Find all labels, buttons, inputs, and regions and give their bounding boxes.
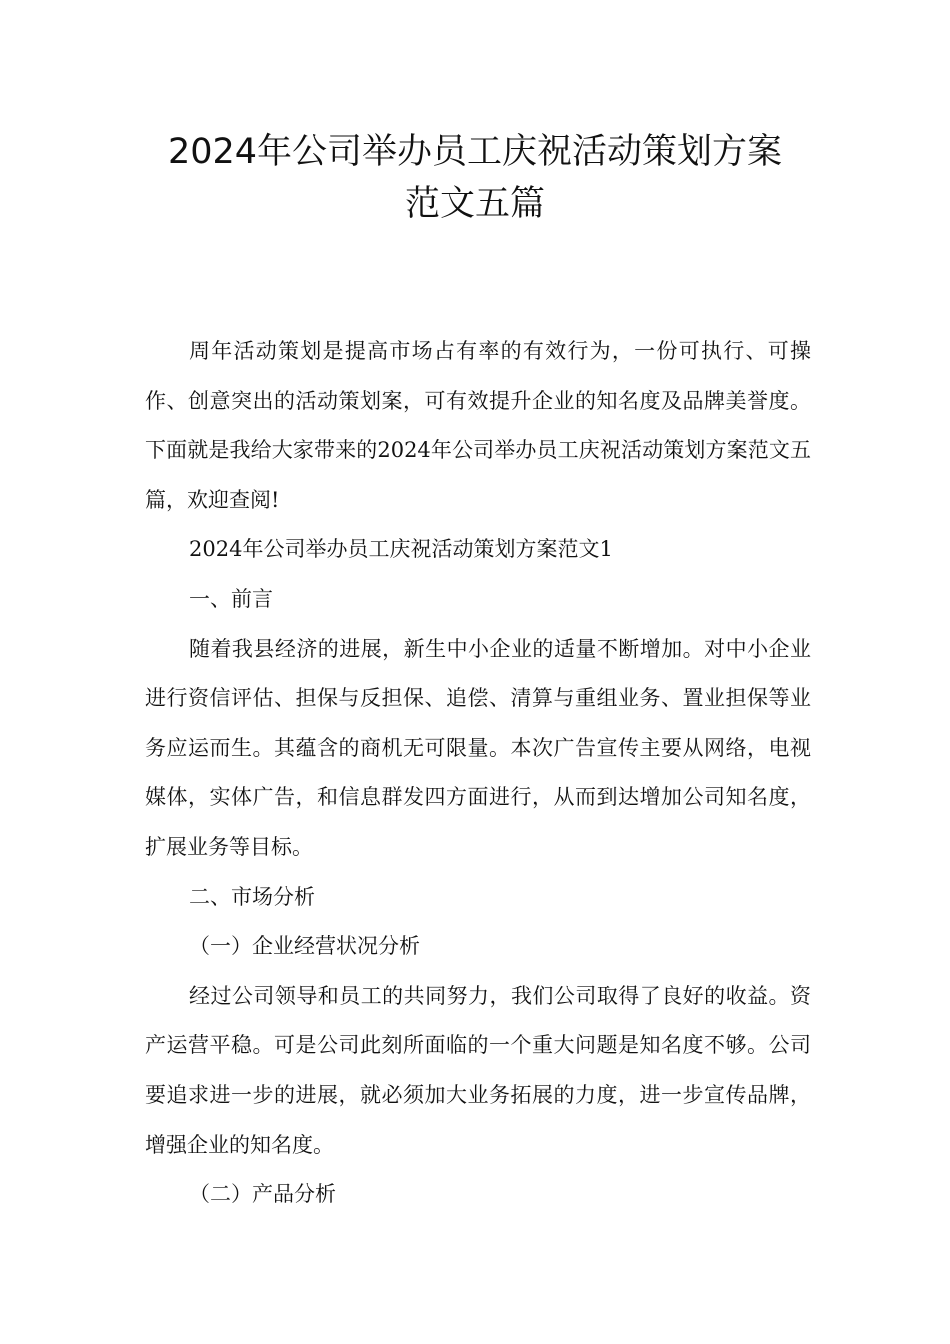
- business-status-paragraph: 经过公司领导和员工的共同努力，我们公司取得了良好的收益。资产运营平稳。可是公司此刻所面临的一个重大问题是知名度不够。公司要追求进一步的进展，就必须加大业务拓展的力度，进一步宣传品牌，增强企业的知名度。: [145, 983, 811, 1157]
- heading-preface: 一、前言: [189, 586, 273, 611]
- subheading-business-status: （一）企业经营状况分析: [189, 934, 420, 959]
- title-line-1: 2024年公司举办员工庆祝活动策划方案: [167, 132, 783, 172]
- intro-paragraph: 周年活动策划是提高市场占有率的有效行为，一份可执行、可操作、创意突出的活动策划案，可有效提升企业的知名度及品牌美誉度。下面就是我给大家带来的2024年公司举办员工庆祝活动策划方案范文五篇，欢迎查阅!: [145, 339, 811, 512]
- document-body: [145, 327, 811, 1220]
- section-title-sample-1: 2024年公司举办员工庆祝活动策划方案范文1: [189, 537, 613, 562]
- preface-paragraph: 随着我县经济的进展，新生中小企业的适量不断增加。对中小企业进行资信评估、担保与反担保、追偿、清算与重组业务、置业担保等业务应运而生。其蕴含的商机无可限量。本次广告宣传主要从网络，电视媒体，实体广告，和信息群发四方面进行，从而到达增加公司知名度，扩展业务等目标。: [145, 636, 811, 859]
- title-line-2: 范文五篇: [404, 184, 545, 224]
- heading-market-analysis: 二、市场分析: [189, 884, 315, 909]
- document-title: [95, 126, 855, 230]
- subheading-product-analysis: （二）产品分析: [189, 1182, 336, 1207]
